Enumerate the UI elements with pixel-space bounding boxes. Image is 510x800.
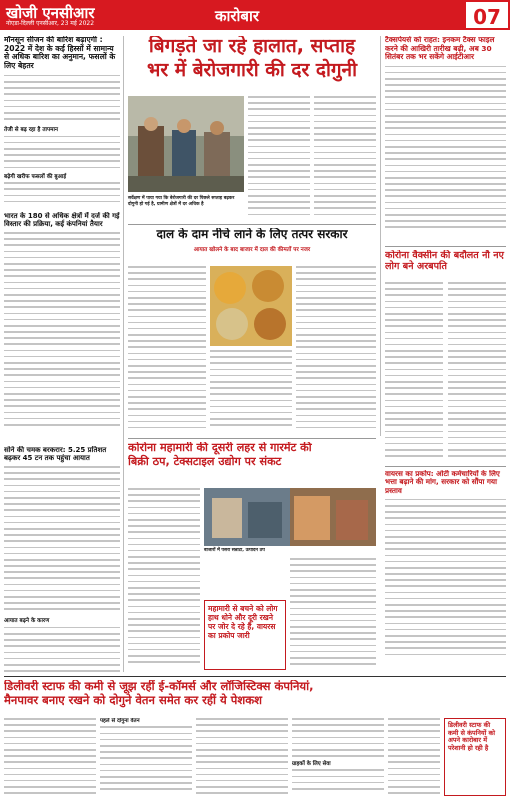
left-top-sub1: तेजी से बढ़ रहा है तापमान (4, 126, 59, 133)
divider-bottom (4, 676, 506, 677)
center-lower-headline-2: बिक्री ठप, टेक्सटाइल उद्योग पर संकट (128, 454, 282, 468)
left-top-article (4, 36, 120, 206)
masthead (0, 0, 510, 30)
center-lower-body-col2 (290, 558, 376, 672)
bottom-body-col4 (292, 718, 384, 798)
bottom-body-col1 (4, 718, 96, 798)
center-lower-body-col1 (128, 488, 200, 672)
center-top-body-col2 (314, 96, 376, 220)
unemployment-photo-caption: सर्वेक्षण में पाया गया कि बेरोजगारी की दर पिछले सप्ताह बढ़कर दोगुनी हो गई है, ग्रामीण क्षेत्रों में दर अधिक है (128, 196, 235, 207)
center-lower-headline-1: कोरोना महामारी की दूसरी लहर से गारमेंट की (128, 442, 312, 454)
right-mid-body-col1 (385, 282, 443, 462)
bottom-body-col2 (100, 718, 192, 798)
textile-market-photo (204, 488, 376, 546)
bottom-body-col3 (196, 718, 288, 798)
center-mid-headline-block (128, 228, 376, 262)
bottom-headline-2: मैनपावर बनाए रखने को दोगुने वेतन समेत कर रहीं ये पेशकश (4, 693, 263, 708)
divider-right-1 (385, 246, 506, 247)
textile-photo-caption: बाजारों में पसरा सन्नाटा, उत्पादन ठप (204, 548, 265, 553)
center-lower-callout-text: महामारी से बचने को लोग हाथ धोने और दूरी रखने पर जोर दे रहे हैं, वायरस का प्रकोप जारी (208, 604, 278, 640)
bottom-sub2: ग्राहकों के लिए सेवा (292, 761, 331, 767)
center-top-headline-block (128, 36, 376, 92)
right-mid-headline-block (385, 250, 506, 278)
center-mid-body-col1 (128, 266, 206, 434)
brand-name: खोजी एनसीआर (6, 4, 95, 22)
left-mid-article (4, 212, 120, 440)
bottom-headline-1: डिलीवरी स्टाफ की कमी से जूझ रहीं ई-कॉमर्स और लॉजिस्टिक्स कंपनियां, (4, 680, 314, 693)
center-top-headline-2: भर में बेरोजगारी की दर दोगुनी (146, 58, 358, 81)
unemployment-photo (128, 96, 244, 192)
right-top-headline: टैक्सपेयर्स को राहत: इनकम टैक्स फाइल करने की आखिरी तारीख बढ़ी, अब 30 सितंबर तक भर सकेंगे आईटीआर (385, 36, 495, 62)
divider-right-2 (385, 466, 506, 467)
divider-center-2 (128, 438, 376, 439)
center-mid-headline: दाल के दाम नीचे लाने के लिए तत्पर सरकार (156, 228, 348, 241)
center-mid-kicker: आयात खोलने के बाद बाजार में दाल की कीमतों पर नजर (193, 246, 311, 253)
dateline: नोएडा-दिल्ली एनसीआर, 23 मई 2022 (6, 20, 95, 27)
center-top-body-col1 (248, 96, 310, 220)
bottom-body-col5 (388, 718, 440, 798)
bottom-callout (444, 718, 506, 796)
page-number: 07 (464, 0, 510, 30)
bottom-callout-text: डिलीवरी स्टाफ की कमी से कंपनियों को अपने कारोबार में परेशानी हो रही है (448, 721, 496, 753)
right-lower-article (385, 470, 506, 672)
column-divider-right (380, 36, 381, 436)
left-mid-headline: भारत के 180 से अधिक क्षेत्रों में दर्ज की गई विस्तार की प्रक्रिया, कई कंपनियां तैयार (4, 212, 120, 229)
right-top-article (385, 36, 506, 246)
section-title: कारोबार (215, 7, 260, 25)
center-top-headline-1: बिगड़ते जा रहे हालात, सप्ताह (148, 36, 356, 57)
pulses-photo (210, 266, 292, 346)
right-mid-body-col2 (448, 282, 506, 462)
center-mid-body-col2 (210, 350, 292, 434)
center-lower-callout (204, 600, 286, 670)
left-bottom-sub1: आयात बढ़ने के कारण (4, 618, 50, 625)
left-top-body (4, 75, 120, 125)
center-mid-body-col3 (296, 266, 376, 434)
column-divider (123, 36, 124, 672)
right-lower-headline: वायरस का प्रकोप: ओटी कर्मचारियों के लिए भत्ता बढ़ाने की मांग, सरकार को सौंपा गया प्रस्ताव (385, 470, 500, 495)
bottom-headline-block (4, 680, 506, 714)
left-top-headline: मॉनसून सीजन की बारिश बढ़ाएगी : 2022 में देश के कई हिस्सों में सामान्य से अधिक बारिश का अनुमान, फसलों के लिए बेहतर (4, 36, 116, 71)
left-bottom-headline: सोने की चमक बरकरार: 5.25 प्रतिशत बढ़कर 45 टन तक पहुंचा आयात (4, 446, 107, 463)
left-top-sub2: बढ़ेगी खरीफ फसलों की बुआई (4, 173, 67, 180)
bottom-sub1: पहले से दोगुना वेतन (100, 718, 140, 724)
left-bottom-article (4, 446, 120, 674)
divider-center-1 (128, 224, 376, 225)
center-lower-headline-block (128, 442, 378, 484)
right-mid-headline: कोरोना वैक्सीन की बदौलत नौ नए लोग बने अरबपति (385, 250, 504, 273)
